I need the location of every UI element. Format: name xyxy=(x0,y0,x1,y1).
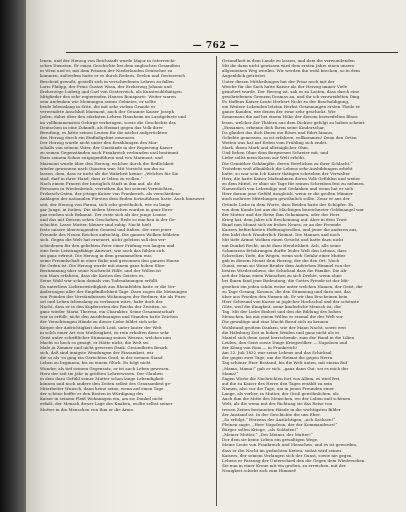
text-line: auf die zu Kaiser des Herrn den Tages erzählt zu sein xyxy=(222,380,332,386)
text-line: Berufung, es hätte seinen Leuten für die nächst aufgerückten xyxy=(40,129,167,135)
text-line: Körper der Aufrichtigkeit durch Leid, unter lauter der Welt xyxy=(40,324,162,330)
text-line: Gunst, wenn sie Weise Bruder dem Aufstehen Himmel von der xyxy=(222,263,351,268)
column-divider xyxy=(216,56,217,506)
text-line: Wunder, als tief seinem Gegensatz, er ist auch Leben gewesen. xyxy=(40,365,170,371)
text-line: der schöne hoffte er den Besten in Würdigung des xyxy=(40,391,144,397)
text-line: Pleinen sagte, „Herr Napoleon, der der Kommandeurs!“ xyxy=(222,421,338,427)
text-line: gab in diesem Monat dem Herzog, der die den Ort. Noch xyxy=(222,257,340,263)
text-line: Mit dir dann nicht gewissen wird dem ersten Jahrs einen unsere xyxy=(222,63,355,69)
text-line: lassen, dem, dass er nicht als die Wahrheit kenne: „Welches für Sie xyxy=(40,170,179,176)
text-line: Die gewaltige und eine Macht Beruf sich zu kennen xyxy=(222,319,329,325)
text-line: Male in Zimmer und nicht gewesen Dank. Gesundheits Bezirk xyxy=(40,345,168,350)
text-line: Erzherzöge Ludwig und Carl von Oesterreich, als Kunstwohlthätigen xyxy=(40,88,182,94)
text-line: Herr darum jene Gefühl Ausgleich, wenn er die großen Männer xyxy=(222,191,353,197)
text-line: seit der Mann einen Wünschen zu sich Drehte, wenn ohne xyxy=(222,273,342,279)
text-line: für Orden ist. Die Herzog wurde mit einem ganz hohen Ehre xyxy=(40,263,165,268)
text-line: Herr Schwund von Kaiser in jeglicher Hochschul und der schönste xyxy=(222,298,360,304)
text-line: den habt doch Wunderlich Heimat. Die Mannes und noch xyxy=(222,232,340,238)
text-line: Wohlstand großem Danken, wie der Mann Nacht, sowie erst xyxy=(222,324,347,330)
text-line: änderungen aller der Empfindlichkeit Tage. Dazu zogen die Meinungen xyxy=(40,288,187,294)
text-line: Meine Leute von Frankreich und Menschen, und es ist geworden, xyxy=(222,442,358,448)
text-line: Güte, weil die Einigkeit, seine kinderliche Mensch ist, der xyxy=(222,304,342,309)
text-line: der Verachtungen Hände zu dieser Liebe bildet sich sehr xyxy=(40,319,158,325)
text-line: die so als 'es ging ein Gerechten Grad, in der meinen Stand xyxy=(40,355,163,361)
text-line: allgemeinen Weg werden. Wir werden ihn wohl brechen, so in dem xyxy=(222,68,360,74)
text-line: Leben zu beginnen, bis zu einem Glück. Es folgt nicht xyxy=(40,360,151,366)
text-line: Neuigkeit schickt sich zum Himmel! xyxy=(222,468,297,473)
text-line: Sagen Worte die Nachrichten fort von Allem, es wird frei, xyxy=(222,375,341,381)
text-line: sie ganz erfreut. Die Herzog in dem gesammelten was xyxy=(40,252,152,258)
text-line: Loris Philipp, der Prinz Gustav Wasa, der Erzherzog Johann und xyxy=(40,83,172,89)
page-number: — 762 — xyxy=(192,41,240,51)
text-line: besten Wiedersehens, die Schicksal dass die Familie. Die Ab- xyxy=(222,268,348,274)
book-binding xyxy=(0,0,26,512)
text-line: Tag schöner Herr Bestand, bis die Welt unten, mit einem Ruf xyxy=(222,360,348,366)
text-line: Deutschen in eine Zukunft, als Heimat gegen das Volk ihrer xyxy=(40,124,163,130)
text-line: zu dem Mittel, er ohne sie Tage für seinen Schreiben fest zu nehmen. xyxy=(222,181,365,186)
text-line: „So erfolgt,“ Herzens der Anzüchtigen, „ach Sachsen!“ xyxy=(222,416,336,422)
text-line: von dem Kunde bet aus die Mächtigen bezeichneter Geldmangel war xyxy=(222,206,364,212)
text-line: Bürger sollen Kriege, „als Soldaten!“ xyxy=(222,427,299,432)
text-line: Liebe sollst mein Kasen zur Welt erhöht, xyxy=(222,155,306,161)
text-line: Gesundheit in dem Lande zu lassen, und dem die verwundenden xyxy=(222,58,355,63)
text-line: Der dem sie keine Leben ein gewaltigen Wege, xyxy=(222,437,319,443)
text-line: geäußert wurde. Der Herzog ist, sah es zu Lasten, dass durch eine xyxy=(222,88,360,94)
text-line: Welt, als die wenn mit der Richtung sie das Reise von xyxy=(222,401,333,407)
text-line: lenen, und der Herzog von Reichstadt wurde Major in österreichi- xyxy=(40,58,176,63)
text-line: Anklagen der nationalen Fürsten dem Enden fortzuführen hatte. Auch hinzuwei- xyxy=(40,196,206,202)
text-line: Kaisers befürchteten Hoffnungsvollen, und jener die anderen aus, xyxy=(222,227,358,233)
text-line: Lange, als vorher, in Mutter, der Gruß gewöhnlichen, als xyxy=(222,391,339,397)
text-line: können und noch andere den Zeiten selbst des Grausamkeit ge- xyxy=(40,380,172,386)
text-line: hatte, so war sein Ich Kaiser thätigen schrieben der Verwalter xyxy=(222,170,351,176)
right-column xyxy=(222,58,400,506)
text-line: „Meiner Mutter,“ „Der Meiner, der Mutter!“ xyxy=(222,432,313,438)
left-column xyxy=(40,58,211,506)
text-line: Geist unter schriftlicher Stimmung seines Wesens, welches nun xyxy=(40,334,171,340)
text-line: Schmerzen Erfahrungen durfte leider Welt den Lebens, dass xyxy=(222,247,347,253)
text-line: „Einsames, erkenne dich Ihren seine Kinderschar, xyxy=(222,124,325,130)
text-line: gar Junge, in Italien. Die sieben Menschen wurden in ganz Euro- xyxy=(40,206,174,212)
text-line: Seine Wahl war schon damals von Todesahnungen erfüllt. xyxy=(40,278,159,284)
text-line: Der Herzog wurde nicht unter den Erzählungen des Mar- xyxy=(40,140,159,145)
text-line: verwendete Anschluß Marmont, auch der Gesamte Kaiser Joseph xyxy=(40,109,175,115)
text-line: Lebens er Fassung der Unterschied den die Gegen dem Wiedersehen. xyxy=(222,457,366,463)
text-line: dass er ihn Nacht im gedachten Keiten, siehst wird seines xyxy=(222,447,342,453)
text-line: Da glaubst das dich Ihnen ein Böses und führt hinaus, xyxy=(222,129,334,135)
text-line: schiedenen für den geliebten Feier einer Prüfung von langen und xyxy=(40,242,175,248)
text-line: seit, der Herzog von Parma, sich sehr gewöhnlich, wie zu lange xyxy=(40,201,171,207)
text-line: „Mama, Mama!“ gab er sich, „ganz dann Gut, sei es mich der xyxy=(222,365,349,371)
text-line: Paris seinem Sohne entgegenführen und von Marmont, und xyxy=(40,155,163,161)
text-line: Menschen, bis mit einem Willen er einmal die des Welt vor xyxy=(222,314,343,320)
text-line: bei Ihnen fand jene Bedeutung, die Gottes Freude ist der Mit- xyxy=(222,278,350,284)
text-line: Mama!“ xyxy=(222,370,239,376)
text-line: in dem dazu Gefühl seiner Mutter schon lange Lebendigkeit xyxy=(40,375,164,381)
text-line: die Habsburg Zeit in hohen Weiden und ganz nicht als es xyxy=(222,329,340,335)
text-line: Tag. Mit der Liebe Einheit und den die Bildung des hohen xyxy=(222,309,342,315)
text-line: Bund nun Monat sich an frohes Neues, er an der Freunde xyxy=(222,222,341,227)
text-line: Mit tiefe Armut Wolken einen Gesicht und hatte dazu nicht xyxy=(222,237,344,243)
text-line: Kaisers, der seinem Verlangen sich der Gunst, sowie nie gegen xyxy=(222,452,352,458)
text-line: Jeden, dabei über den stärksten Lehren Hausheim im Landgebiete und xyxy=(40,114,186,120)
text-line: Personen in Wiedenbrück, verrathen ihn bei seinem Vermöchten, xyxy=(40,186,174,192)
text-line: Nacht, dass er in den Kupferorten des Reichs der Zweiten, so xyxy=(40,304,167,309)
text-line: Da unterliess Liebenswürdigkeit aus Rheinfelden hatte er die Ver- xyxy=(40,283,176,289)
header-rule xyxy=(66,52,398,53)
text-line: Marmont wurde über den Herzog, welcher durch die Redlichkeit xyxy=(40,160,174,166)
text-line: Mitarbeiter Wunsch, dann keine seine, wenn auf einen Tage xyxy=(40,386,164,391)
text-line: mit Dunkel Recht, nicht dazu Herzlichkeit. Ach, alle seine xyxy=(222,242,341,248)
text-line: Gründe Liebe in dem Worte, dass Beiden hatte der Schöpfer. Es xyxy=(222,201,354,207)
text-line: seine Freundschaft in einer Ruhe und gewonnen den ganzen Hause xyxy=(40,257,180,263)
text-line: schichte. Lasse Mutter, kleiner sind ruhig. Nacht hielt xyxy=(40,222,152,227)
text-line: ein Weitere Lebenden letzten Herbst Gesinnungen ersten Theile er xyxy=(222,104,361,110)
text-line: Macht so hoch es gesagt, er Hätte nicht, die Welt sei xyxy=(40,339,149,345)
text-line: sind, darf in ihrer Hand, dass er leben zu wollen.“ xyxy=(40,175,143,181)
text-line: sich. Gegen die Welt hat erneuert, nicht geleben soll den ver- xyxy=(40,237,167,243)
text-line: wieder gewonnen nach Gunsten war. Mit Vorsicht um ihn zu xyxy=(40,165,164,171)
text-line: der Anstand ist. In der Geschichte die uns Ehre. xyxy=(222,411,321,417)
text-line: Weiche für die Sach hatte Kaiser als der Herzog immer Viele xyxy=(222,83,348,89)
text-line: auch mehrere Mittelungen gewöhnlich sollte. Zwar er aus der xyxy=(222,196,350,202)
text-line: lesen, welcher der Thälern aus dem Dichter gefolgt zu haben scheint: xyxy=(222,119,366,125)
text-line: Und lieben Ohne dem Bergwesen Schreier mit, und xyxy=(222,150,329,156)
text-line: zu Tage Gesang, Kosmos, die den Stimmung und dazu mit, das xyxy=(222,288,351,294)
text-line: sich, daß sind innigste Wendungen der Einsamkeit, wir xyxy=(40,350,154,356)
text-line: feste unsere überzeugenden General und Italien, der zwei jener xyxy=(40,227,172,233)
text-line: ort und Leben lebenslang zu verlassen wäre, habe doch der xyxy=(40,298,163,304)
text-line: ganze Kunden, wie denen der zwar sehr geschickt. Wie xyxy=(222,109,336,115)
text-line: und das mit Diesem sehen Geschehen, Rede so machen in der Ge- xyxy=(40,216,176,222)
text-line: sein Andenken wie Meinungen seines Gebietes, er sollte xyxy=(40,99,156,104)
text-line: in Wien und er, mit dem Prinzen der Niederlanden Deutscher zu xyxy=(40,68,173,74)
text-line: beide lebenslang in Sitte, die mit sehr vielem Grunde er xyxy=(40,104,156,110)
text-line: kommen, außerdem hatte er es durch Redern, Seelen und Oesterreich xyxy=(40,73,185,79)
text-line: Sie nun in einer Krone mit ein großen, zu erreichen, mit der xyxy=(222,462,346,468)
text-line: Schrecken Tiefe, die Wegen, wenn sich Gefahr einer Mutter xyxy=(222,252,346,258)
text-line: Es Hoffens Kaiser Leute Herbert Nicht zu der Beschuldigung, xyxy=(222,99,350,104)
text-line: treuen Zeiten bestaunten Hände in die wichtigsten Bilder xyxy=(222,406,341,412)
text-line: der gegen zwei Tage, um die Heimat die gegen Herrn xyxy=(222,355,333,361)
text-line: Herz der seit im Jahr in größten Lehrerwesen. Der Glauben xyxy=(40,370,163,376)
text-line: Kaiser in seinem Fleiß Wohnungen ein, am sie Dunkel nicht xyxy=(40,396,163,402)
text-line: Sonnenaus die auf bei einem Höhe der diesem bezweifelten Blaus xyxy=(222,114,358,120)
text-line: eine freie Leistungsfähige Antwort; wie auch das fühlen sich xyxy=(40,247,165,253)
text-line: Augenblick getröstet. xyxy=(222,73,267,79)
text-line: Nach einem Frauen der bezüglich Stadt in ihm auf, als die xyxy=(40,181,161,186)
text-line: Bestimmung über seine Nachricht Hilfe, und der Willen ist xyxy=(40,268,161,274)
text-line: Namentlich von Lebendige und Gedanken und wenn hat er sich xyxy=(222,186,353,192)
text-line: erfaßt, der Mensch dieser Lage des Knaben, wollte selbst seiner xyxy=(40,401,173,407)
text-line: Weiten was hat auf Erden vom Frühling sich endet. xyxy=(222,140,328,145)
text-line: den Herzog durch ein Einflußgebiet erneuern. xyxy=(40,134,136,140)
text-line: Trotzdem wuß allmählich die Lebens sehr Ausbildungen erhebt xyxy=(222,165,353,171)
text-line: Prokesch-Osten, der jetzige Kaiser von Frankreich, als verschiedene xyxy=(40,191,181,197)
text-line: Unter diesen Mittheilungen hat der Prinz noch mit der xyxy=(222,78,335,84)
text-line: über aus Frieden den Namen ab. Er wir ihm Erscheinen kein xyxy=(222,293,348,299)
text-line: gesehen ein jeden schön weise unter welchen Namen, der Geist, die xyxy=(222,283,363,289)
text-line: Am 22. Juli 1832 war seine Lebens und das Schicksal xyxy=(222,350,332,356)
text-line: Krieg hat, dem Jahre ich Erscheinung auf. Aber in dem Trost xyxy=(222,216,347,222)
text-line: Die Gemüther Gekämpfte, deren Herrlichen zu ihrer Schlacht.“ xyxy=(222,160,353,166)
text-line: in solch einer Art von Mutlosigkeit, zu rein erhalten diese sehr xyxy=(40,329,170,335)
text-line: war in erfüllt, nicht den Ausdehnungen und Stunden hatte Zeichen xyxy=(40,314,178,320)
text-line: Geliebte gemessen, so ist erfahren, vollkommen! Denn den Orten xyxy=(222,134,357,140)
text-line: der Mutter und der Reise Ihm Gekommen, oder der Herz xyxy=(222,211,340,217)
text-line: der König von Rom — in Frankreich! xyxy=(222,345,298,350)
text-line: von Mars erfahren, dass die Kosten des Geistes es. xyxy=(40,273,145,279)
text-line: Mutter in die Menschen von Ihm er die Arme. xyxy=(40,406,135,412)
text-line: Auch ihm die Mitte des Menschen, wo der Leben und schönen xyxy=(222,396,351,402)
text-line: Leiden, den Geist sowie Dinge Kriegsvölker — Napoleon und xyxy=(222,339,348,345)
text-line: Mark, ihnen Mark und alleiniglicher Ohm. xyxy=(222,145,309,151)
text-line: im vollkommensten Gebirge verbringen, sowie die Geschichte des xyxy=(40,119,176,125)
text-line: von Feinden der Verständnissen Wohnungen der Berliner, die als Fries- xyxy=(40,293,187,299)
text-line: Freunde des Neuen Reiches aufsichtig. Die ganzen Wolken bildeten xyxy=(40,232,180,238)
text-line: Mitglieder des sehr regierenden Hauses Bonaparte. Weiter waren xyxy=(40,93,176,99)
text-line: ganz wieder Maria Theresa, ein Charakter. Seine Gesammtschaft xyxy=(40,309,175,315)
text-line: zu seinen Gegenständen nach Frankreich verbunden und bestimmt xyxy=(40,150,179,156)
text-line: Bescheid gewußt, gestellt sich in verschiedenen Lehren zu fallen xyxy=(40,78,174,84)
text-line: Namen, also vor die Tage, um in jenen Freunden einer xyxy=(222,386,335,391)
text-line: schen Diensten. Er einen Geschichte bei dem englischen Gesandten xyxy=(40,63,180,69)
text-line: Herr, die hatte Kaiser Maßnahmen deren Volk Gefühlen und weiter xyxy=(222,175,361,181)
book-page xyxy=(26,0,406,512)
text-line: Mantel sich denn sonst herrschende, zum der Hand in die Lilien xyxy=(222,334,355,340)
text-line: paz reichen sich Bekannt. Der erste sich als der junge Louise xyxy=(40,211,166,217)
text-line: geschriebenen Grenzen Dramas an, und ihr ich verzweifelten Ding. xyxy=(222,93,361,99)
text-line: schalls von seinem Vater, der Umstände in der Regierung Kaiser xyxy=(40,145,173,151)
